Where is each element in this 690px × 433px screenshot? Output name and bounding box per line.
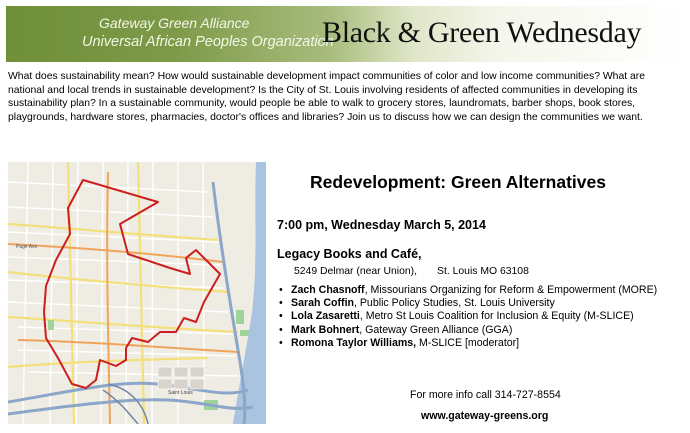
speaker-list: [277, 284, 687, 350]
map-road-label: Page Ave: [16, 244, 38, 250]
speaker-name: Zach Chasnoff: [291, 284, 365, 296]
speaker-affiliation: , Gateway Green Alliance (GGA): [359, 323, 513, 336]
speaker-item: [277, 310, 687, 323]
speaker-name: Lola Zasaretti: [291, 310, 360, 323]
banner-title: Black & Green Wednesday: [322, 16, 642, 49]
speaker-affiliation: , Metro St Louis Coalition for Inclusion & Equity (M-SLICE): [359, 310, 634, 323]
speaker-affiliation: , Public Policy Studies, St. Louis University: [353, 297, 555, 310]
event-datetime: 7:00 pm, Wednesday March 5, 2014: [277, 218, 486, 232]
event-headline: Redevelopment: Green Alternatives: [310, 172, 606, 192]
speaker-affiliation: M-SLICE [moderator]: [416, 336, 520, 349]
speaker-item: [277, 324, 687, 337]
park-area: [48, 320, 54, 330]
intro-paragraph: What does sustainability mean? How would sustainable development impact communities of color and low income communities? What are national and local trends in sustainable development? Is the City of St. Louis involving residents of affected communities in developing its sustainability plan? In a sustainable community, would people be able to walk to grocery stores, laundromats, barber shops, book stores, playgrounds, hardware stores, pharmacies, doctor's offices and libraries? Join us to discuss how we can design the communities we want.: [8, 71, 646, 124]
contact-info: For more info call 314-727-8554: [410, 389, 561, 401]
org-name-uapo: Universal African Peoples Organization: [82, 34, 334, 50]
speaker-affiliation: , Missourians Organizing for Reform & Empowerment (MORE): [364, 284, 658, 296]
org-name-gateway-green: Gateway Green Alliance: [99, 15, 250, 31]
header-banner: [6, 6, 684, 62]
speaker-name: Sarah Coffin: [291, 297, 354, 310]
website-link[interactable]: www.gateway-greens.org: [421, 410, 549, 422]
speaker-item: [277, 284, 687, 297]
speaker-item: [277, 297, 687, 310]
park-area: [236, 310, 244, 324]
address-city: St. Louis MO 63108: [437, 266, 529, 277]
map-city-label: Saint Louis: [168, 390, 193, 396]
speaker-name: Romona Taylor Williams,: [291, 336, 417, 349]
event-address: [294, 266, 529, 277]
speaker-name: Mark Bohnert: [291, 323, 360, 336]
event-venue: Legacy Books and Café,: [277, 247, 422, 261]
neighborhood-map: [8, 162, 266, 424]
address-street: 5249 Delmar (near Union),: [294, 266, 418, 277]
speaker-item: [277, 337, 687, 350]
